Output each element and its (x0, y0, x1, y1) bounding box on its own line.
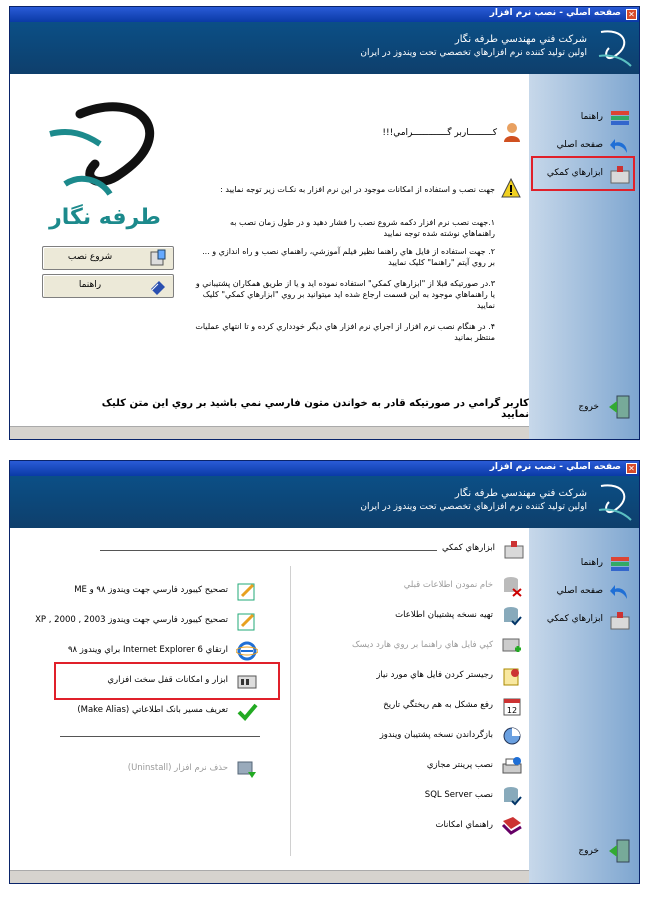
svg-text:12: 12 (506, 706, 518, 715)
notice-intro: جهت نصب و استفاده از امکانات موجود در اين نرم افزار به نکـات زير توجه نماييد : (220, 185, 495, 194)
tool-restore-backup[interactable] (303, 723, 523, 749)
highlight-box (531, 156, 635, 191)
left-divider (60, 736, 260, 737)
sidebar-item-label: ابزارهاي کمکي (546, 168, 603, 178)
tool-label: حذف نرم افزار (Uninstall) (127, 763, 228, 773)
exit-button[interactable] (535, 394, 631, 420)
tool-label: تصحيح کيبورد فارسي جهت ويندوز 2003 , 2000 , XP (35, 615, 228, 625)
books-icon (609, 553, 631, 575)
tools-window (9, 460, 640, 884)
tool-register-files[interactable] (303, 663, 523, 689)
tool-copy-help[interactable] (303, 633, 523, 659)
brand-logo-icon (40, 94, 170, 234)
database-delete-icon (501, 575, 523, 597)
note-1: ۱.جهت نصب نرم افزار دکمه شروع نصب را فشار دهيد و در طول زمان نصب به راهنماهاي نوشته شده توجه نماييد (229, 218, 495, 238)
title-bar (10, 461, 639, 476)
start-install-label: شروع نصب (67, 252, 113, 262)
sidebar-item-tools[interactable] (535, 608, 631, 632)
sidebar-item-home[interactable] (535, 134, 631, 158)
internet-explorer-icon (236, 640, 258, 662)
exit-label: خروج (578, 846, 599, 856)
highlight-box (54, 662, 280, 700)
window-title: صفحه اصلي - نصب نرم افزار (489, 8, 621, 18)
register-icon (501, 665, 523, 687)
main-content (10, 74, 529, 427)
close-icon[interactable]: ✕ (626, 463, 637, 474)
tools-content (10, 528, 529, 871)
tool-label: نصب پرينتر مجازي (426, 760, 493, 770)
horizontal-scrollbar[interactable] (10, 870, 529, 883)
company-name: شرکت فني مهندسي طرفه نگار (454, 34, 587, 45)
sidebar-item-help[interactable] (535, 552, 631, 576)
sidebar-item-label: صفحه اصلي (556, 140, 603, 150)
tool-fix-date[interactable] (303, 693, 523, 719)
tool-label: رجيستر کردن فايل هاي مورد نياز (376, 670, 493, 680)
toolbox-icon (609, 609, 631, 631)
sidebar (529, 74, 639, 439)
tool-label: کپي فايل هاي راهنما بر روي هارد ديسک (351, 640, 493, 650)
logo-text: طرفه نگار (49, 205, 161, 230)
tool-label: خام نمودن اطلاعات قبلي (403, 580, 493, 590)
tool-uninstall[interactable] (28, 756, 258, 782)
checkmark-icon (236, 700, 258, 722)
app-header (10, 22, 639, 74)
books-icon (609, 107, 631, 129)
exit-label: خروج (578, 402, 599, 412)
section-divider (100, 550, 437, 551)
sidebar-item-label: راهنما (580, 112, 603, 122)
tool-install-sql[interactable] (303, 783, 523, 809)
keyboard-edit-icon (236, 580, 258, 602)
uninstall-icon (236, 758, 258, 780)
sidebar (529, 528, 639, 883)
tool-label: نصب SQL Server (424, 790, 493, 800)
sidebar-item-help[interactable] (535, 106, 631, 130)
greeting-text: کـــــــــاربر گـــــــــــــرامي!!! (382, 128, 497, 138)
sidebar-item-label: راهنما (580, 558, 603, 568)
close-icon[interactable]: ✕ (626, 9, 637, 20)
window-title: صفحه اصلي - نصب نرم افزار (489, 462, 621, 472)
tool-label: ابزار و امکانات قفل سخت افزاري (107, 675, 228, 685)
app-header (10, 476, 639, 528)
company-tagline: اولين توليد کننده نرم افزارهاي تخصصي تحت ويندوز در ايران (360, 502, 587, 512)
exit-button[interactable] (535, 838, 631, 864)
tool-upgrade-ie[interactable] (28, 638, 258, 664)
sidebar-item-label: صفحه اصلي (556, 586, 603, 596)
database-check-icon (501, 605, 523, 627)
persian-text-link[interactable]: کاربر گرامي در صورتيکه قادر به خواندن متون فارسي نمي باشيد بر روي اين متن کليک نماييد (101, 398, 529, 420)
sidebar-item-label: ابزارهاي کمکي (546, 614, 603, 624)
install-icon (149, 249, 167, 267)
horizontal-scrollbar[interactable] (10, 426, 529, 439)
note-3: ۳.در صورتيکه قبلا از "ابزارهاي کمکي" استفاده نموده ايد و يا از طريق همکاران پشتيباني و يا راهنماهاي موجود به اين قسمت ارجاع شده ايد ميتوانيد بر روي "ابزارهاي کمکي" کليک نماييد (195, 279, 495, 310)
tool-backup-data[interactable] (303, 603, 523, 629)
warning-icon (501, 178, 521, 198)
sql-server-icon (501, 785, 523, 807)
tool-label: راهنماي امکانات (435, 820, 493, 830)
company-tagline: اولين توليد کننده نرم افزارهاي تخصصي تحت ويندوز در ايران (360, 48, 587, 58)
title-bar (10, 7, 639, 22)
help-book-icon (501, 815, 523, 837)
company-logo-icon (593, 26, 635, 70)
column-divider (290, 566, 291, 856)
note-4: ۴. در هنگام نصب نرم افزار از اجراي نرم افزار هاي ديگر خودداري کرده و تا انتهاي عمليات منتظر بمانيد (195, 322, 495, 342)
help-book-icon (149, 277, 167, 295)
copy-disk-icon (501, 635, 523, 657)
tool-label: رفع مشکل به هم ريختگي تاريخ (383, 700, 493, 710)
tool-make-alias[interactable] (28, 698, 258, 724)
tool-label: ارتقاي Internet Explorer 6 براي ويندوز ۹۸ (67, 645, 228, 655)
back-arrow-icon (609, 581, 631, 603)
tool-label: تصحيح کيبورد فارسي جهت ويندوز ۹۸ و ME (74, 585, 228, 595)
start-install-button[interactable] (42, 246, 174, 270)
main-window (9, 6, 640, 440)
keyboard-edit-icon (236, 610, 258, 632)
tool-label: تعريف مسير بانک اطلاعاتي (Make Alias) (77, 705, 228, 715)
toolbox-icon (503, 538, 525, 560)
exit-door-icon (607, 838, 631, 864)
tool-fix-keyboard-xp[interactable] (28, 608, 258, 634)
tool-label: تهيه نسخه پشتيبان اطلاعات (395, 610, 493, 620)
tool-clear-data[interactable] (303, 573, 523, 599)
help-label: راهنما (78, 280, 102, 290)
help-button[interactable] (42, 274, 174, 298)
back-arrow-icon (609, 135, 631, 157)
sidebar-item-home[interactable] (535, 580, 631, 604)
tool-features-help[interactable] (303, 813, 523, 839)
calendar-fix-icon (501, 695, 523, 717)
user-icon (503, 122, 521, 142)
company-name: شرکت فني مهندسي طرفه نگار (454, 488, 587, 499)
note-2: ۲. جهت استفاده از فايل هاي راهنما نظير فيلم آموزشي، راهنماي نصب و راه اندازي و ... بر روي آيتم "راهنما" کليک نماييد (202, 247, 495, 267)
exit-door-icon (607, 394, 631, 420)
company-logo-icon (593, 480, 635, 524)
tool-fix-keyboard-98[interactable] (28, 578, 258, 604)
printer-icon (501, 755, 523, 777)
tool-label: بازگرداندن نسخه پشتيبان ويندوز (379, 730, 493, 740)
tool-virtual-printer[interactable] (303, 753, 523, 779)
section-title: ابزارهاي کمکي (441, 543, 495, 553)
tools-section-header (395, 536, 525, 562)
restore-icon (501, 725, 523, 747)
